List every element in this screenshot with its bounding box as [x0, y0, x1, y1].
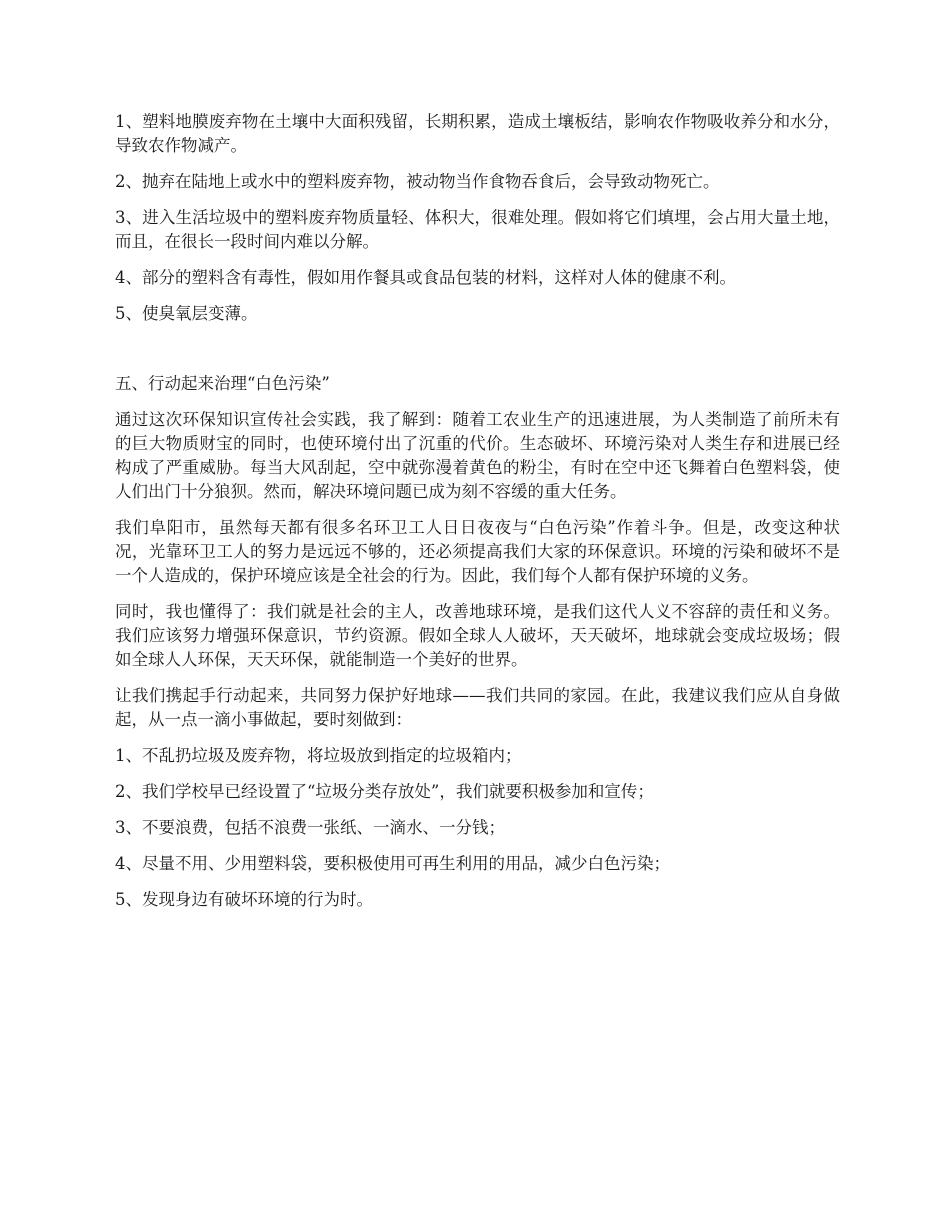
- body-paragraph: 通过这次环保知识宣传社会实践，我了解到：随着工农业生产的迅速进展，为人类制造了前所未有的巨大物质财宝的同时，也使环境付出了沉重的代价。生态破坏、环境污染对人类生存和进展已经构成了严重威胁。每当大风刮起，空中就弥漫着黄色的粉尘，有时在空中还飞舞着白色塑料袋，使人们出门十分狼狈。然而，解决环境问题已成为刻不容缓的重大任务。: [115, 410, 840, 501]
- list-item: 3、进入生活垃圾中的塑料废弃物质量轻、体积大，很难处理。假如将它们填埋，会占用大量土地，而且，在很长一段时间内难以分解。: [115, 208, 840, 251]
- list-item: 2、我们学校早已经设置了“垃圾分类存放处”，我们就要积极参加和宣传；: [115, 782, 654, 801]
- document-page: [115, 110, 840, 924]
- section-spacer: [115, 338, 840, 372]
- body-paragraph: 我们阜阳市，虽然每天都有很多名环卫工人日日夜夜与“白色污染”作着斗争。但是，改变这种状况，光靠环卫工人的努力是远远不够的，还必须提高我们大家的环保意识。环境的污染和破坏不是一个人造成的，保护环境应该是全社会的行为。因此，我们每个人都有保护环境的义务。: [115, 518, 840, 585]
- list-item: 3、不要浪费，包括不浪费一张纸、一滴水、一分钱；: [115, 818, 505, 837]
- section-heading: 五、行动起来治理“白色污染”: [115, 374, 330, 393]
- list-item: 4、尽量不用、少用塑料袋，要积极使用可再生利用的用品，减少白色污染；: [115, 854, 670, 873]
- list-item: 5、使臭氧层变薄。: [115, 304, 258, 323]
- list-item: 4、部分的塑料含有毒性，假如用作餐具或食品包装的材料，这样对人体的健康不利。: [115, 268, 736, 287]
- body-paragraph: 让我们携起手行动起来，共同努力保护好地球——我们共同的家园。在此，我建议我们应从自身做起，从一点一滴小事做起，要时刻做到：: [115, 686, 840, 729]
- list-item: 2、抛弃在陆地上或水中的塑料废弃物，被动物当作食物吞食后，会导致动物死亡。: [115, 172, 720, 191]
- list-item: 1、塑料地膜废弃物在土壤中大面积残留，长期积累，造成土壤板结，影响农作物吸收养分和水分，导致农作物减产。: [115, 112, 840, 155]
- list-item: 1、不乱扔垃圾及废弃物，将垃圾放到指定的垃圾箱内；: [115, 746, 522, 765]
- body-paragraph: 同时，我也懂得了：我们就是社会的主人，改善地球环境，是我们这代人义不容辞的责任和义务。我们应该努力增强环保意识，节约资源。假如全球人人破坏，天天破坏，地球就会变成垃圾场；假如全球人人环保，天天环保，就能制造一个美好的世界。: [115, 602, 840, 669]
- list-item: 5、发现身边有破坏环境的行为时。: [115, 890, 373, 909]
